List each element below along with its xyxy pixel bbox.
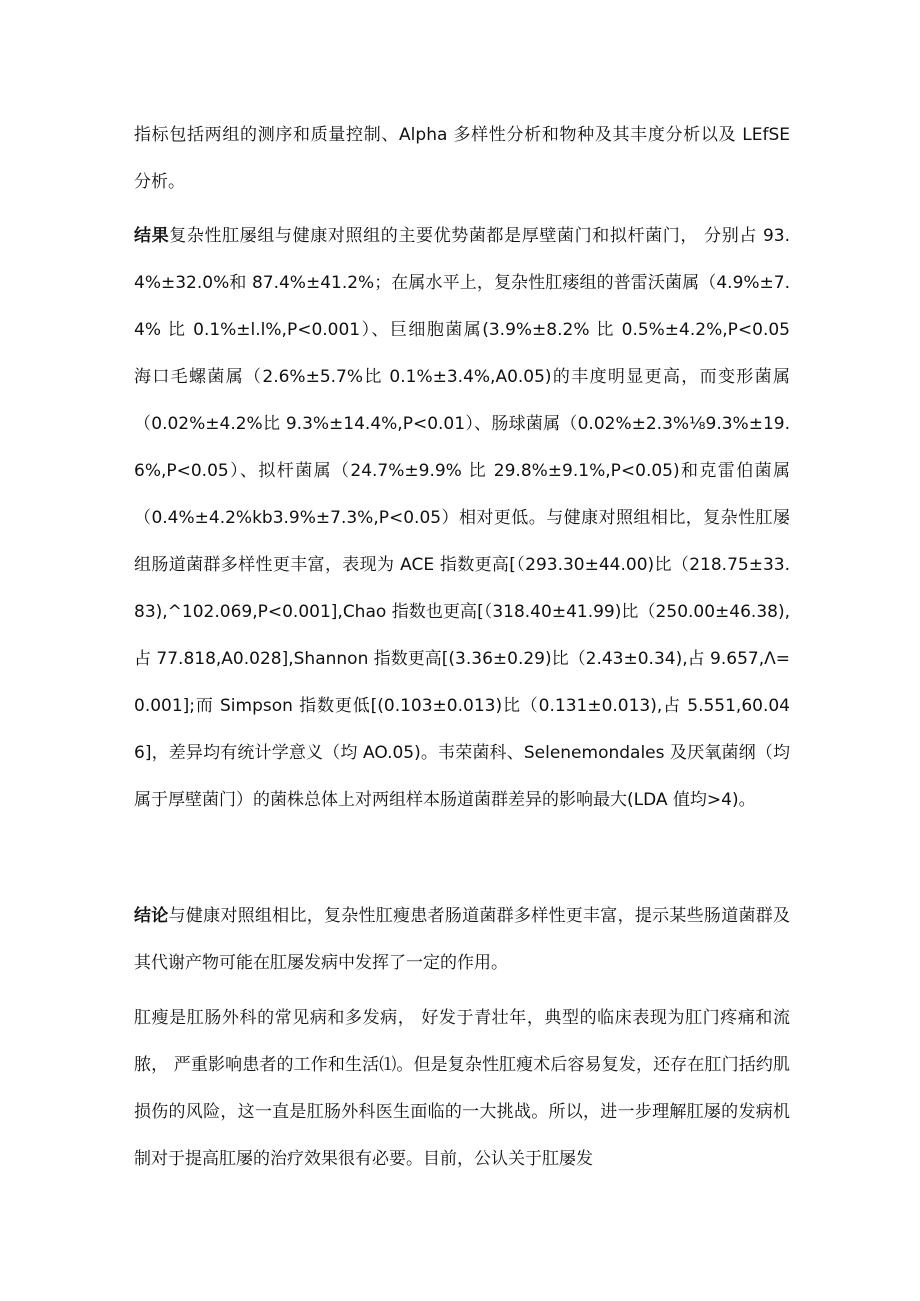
conclusion-body: 与健康对照组相比，复杂性肛瘦患者肠道菌群多样性更丰富，提示某些肠道菌群及其代谢产物可能在肛屡发病中发挥了一定的作用。	[134, 906, 791, 973]
conclusion-paragraph	[134, 893, 790, 987]
results-heading: 结果	[134, 226, 170, 246]
background-paragraph: 肛瘦是肛肠外科的常见病和多发病， 好发于青壮年，典型的临床表现为肛门疼痛和流脓， 严重影响患者的工作和生活⑴。但是复杂性肛瘦术后容易复发，还存在肛门括约肌损伤的风险，这一直是肛肠外科医生面临的一大挑战。所以，进一步理解肛屡的发病机制对于提高肛屡的治疗效果很有必要。目前，公认关于肛屡发	[134, 1008, 790, 1169]
results-paragraph	[134, 213, 790, 824]
intro-paragraph: 指标包括两组的测序和质量控制、Alpha 多样性分析和物种及其丰度分析以及 LEfSE 分析。	[134, 125, 790, 192]
conclusion-heading: 结论	[134, 906, 169, 926]
results-body: 复杂性肛屡组与健康对照组的主要优势菌都是厚壁菌门和拟杆菌门， 分别占 93.4%±32.0%和 87.4%±41.2%；在属水平上，复杂性肛瘘组的普雷沃菌属（4.9%±7.4% 比 0.1%±l.l%,P<0.001）、巨细胞菌属(3.9%±8.2% 比 0.5%±4.2%,P<0.05 海口毛螺菌属（2.6%±5.7%比 0.1%±3.4%,A0.05)的丰度明显更高，而变形菌属（0.02%±4.2%比 9.3%±14.4%,P<0.01）、肠球菌属（0.02%±2.3%⅛9.3%±19.6%,P<0.05）、拟杆菌属（24.7%±9.9% 比 29.8%±9.1%,P<0.05)和克雷伯菌属（0.4%±4.2%kb3.9%±7.3%,P<0.05）相对更低。与健康对照组相比，复杂性肛屡组肠道菌群多样性更丰富，表现为 ACE 指数更高[（293.30±44.00)比（218.75±33.83),^102.069,P<0.001],Chao 指数也更高[（318.40±41.99)比（250.00±46.38),占 77.818,A0.028],Shannon 指数更高[(3.36±0.29)比（2.43±0.34),占 9.657,Λ=0.001];而 Simpson 指数更低[(0.103±0.013)比（0.131±0.013),占 5.551,60.046]，差异均有统计学意义（均 AO.05)。韦荣菌科、Selenemondales 及厌氧菌纲（均属于厚壁菌门）的菌株总体上对两组样本肠道菌群差异的影响最大(LDA 值均>4)。	[134, 226, 791, 810]
